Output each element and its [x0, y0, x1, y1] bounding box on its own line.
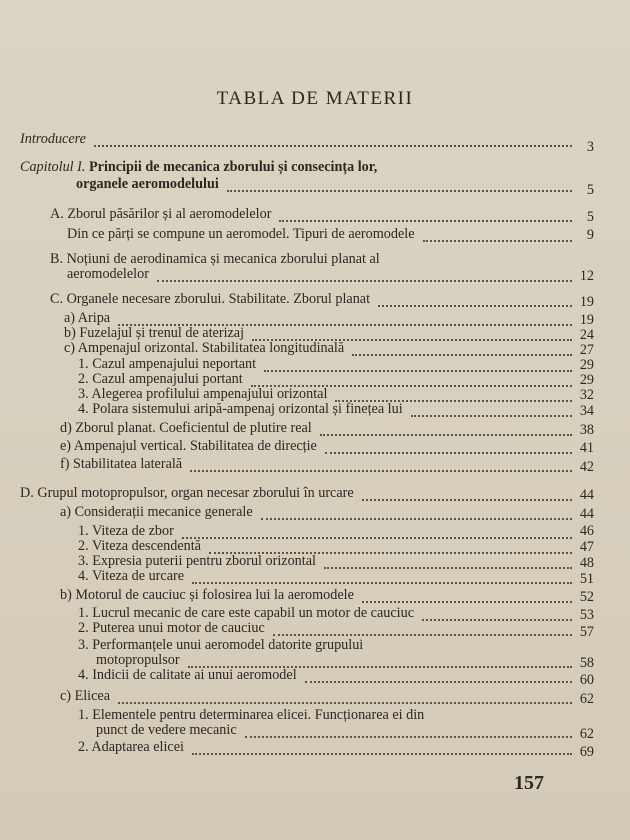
toc-entry — [96, 653, 180, 668]
toc-page-number: 47 — [579, 539, 594, 555]
toc-entry — [78, 708, 424, 723]
toc-entry-title: Puterea unui motor de cauciuc — [92, 620, 265, 636]
toc-page-number: 27 — [579, 342, 594, 358]
toc-entry-prefix: f) — [60, 456, 70, 472]
toc-entry-prefix: a) — [64, 310, 76, 326]
toc-leader-dots — [305, 679, 572, 683]
toc-leader-dots — [182, 535, 572, 539]
toc-entry — [78, 740, 184, 755]
toc-entry-prefix: 2. — [78, 739, 89, 755]
toc-entry — [67, 267, 149, 282]
toc-entry-title: Aripa — [77, 310, 111, 326]
toc-entry-title: Viteza de urcare — [91, 568, 185, 584]
toc-entry-title: Zborul păsărilor și al aeromodelelor — [67, 206, 272, 222]
toc-entry-title: Cazul ampenajului portant — [92, 371, 243, 387]
toc-entry-prefix: Capitolul I. — [20, 159, 86, 175]
toc-entry — [20, 132, 86, 147]
toc-entry — [78, 402, 403, 417]
toc-entry — [78, 554, 316, 569]
toc-entry — [78, 387, 327, 402]
toc-entry-prefix: A. — [50, 206, 64, 222]
toc-entry-title: Elementele pentru determinarea elicei. Funcționarea ei din — [92, 707, 425, 723]
toc-entry-title: Elicea — [74, 688, 111, 704]
toc-entry — [60, 421, 312, 436]
toc-page-number: 32 — [579, 387, 594, 403]
toc-entry — [50, 292, 370, 307]
toc-entry — [60, 689, 110, 704]
toc-entry-prefix: 3. — [78, 386, 89, 402]
toc-entry-prefix: C. — [50, 291, 64, 307]
toc-leader-dots — [261, 516, 572, 520]
toc-page-number: 44 — [579, 487, 594, 503]
toc-page-number: 41 — [579, 440, 594, 456]
toc-page-number: 46 — [579, 523, 594, 539]
toc-entry — [78, 539, 201, 554]
toc-entry-title: punct de vedere mecanic — [96, 722, 237, 738]
toc-page-number: 52 — [579, 589, 594, 605]
toc-entry-prefix: c) — [64, 340, 76, 356]
toc-leader-dots — [352, 352, 572, 356]
toc-entry-title: Expresia puterii pentru zborul orizontal — [92, 553, 316, 569]
toc-leader-dots — [190, 468, 572, 472]
toc-page-number: 48 — [579, 555, 594, 571]
toc-entry-prefix: c) — [60, 688, 72, 704]
toc-entry-title: Viteza de zbor — [91, 523, 174, 539]
toc-leader-dots — [279, 218, 572, 222]
toc-page-number: 44 — [579, 506, 594, 522]
toc-leader-dots — [94, 143, 572, 147]
toc-page-number: 60 — [579, 672, 594, 688]
toc-entry-title: Principii de mecanica zborului și consecința lor, — [88, 159, 378, 175]
toc-leader-dots — [411, 413, 572, 417]
toc-page-number: 62 — [579, 691, 594, 707]
toc-entry-prefix: 1. — [78, 707, 89, 723]
toc-entry — [20, 160, 377, 175]
toc-leader-dots — [325, 450, 572, 454]
toc-leader-dots — [264, 368, 572, 372]
toc-entry — [76, 177, 219, 192]
toc-entry — [64, 326, 244, 341]
toc-page-number: 19 — [579, 294, 594, 310]
toc-entry — [96, 723, 237, 738]
toc-leader-dots — [362, 599, 572, 603]
toc-entry-title: Ampenajul orizontal. Stabilitatea longitudinală — [77, 340, 345, 356]
toc-entry-prefix: 2. — [78, 620, 89, 636]
toc-entry-title: Noțiuni de aerodinamica și mecanica zborului planat al — [66, 251, 380, 267]
toc-entry-prefix: 2. — [78, 538, 89, 554]
toc-leader-dots — [157, 278, 572, 282]
toc-entry-title: Fuzelajul și trenul de aterizaj — [79, 325, 245, 341]
toc-page-number: 29 — [579, 357, 594, 373]
toc-entry-title: Din ce părți se compune un aeromodel. Tipuri de aeromodele — [67, 226, 415, 242]
toc-page-number: 5 — [586, 182, 594, 198]
toc-entry-prefix: 2. — [78, 371, 89, 387]
toc-entry — [50, 207, 271, 222]
toc-leader-dots — [192, 751, 572, 755]
toc-entry-title: Considerații mecanice generale — [74, 504, 253, 520]
toc-page-number: 62 — [579, 726, 594, 742]
toc-page-number: 51 — [579, 571, 594, 587]
toc-page-number: 53 — [579, 607, 594, 623]
toc-entry — [64, 311, 110, 326]
toc-entry — [60, 439, 317, 454]
toc-leader-dots — [423, 238, 572, 242]
toc-leader-dots — [245, 734, 572, 738]
toc-page-number: 34 — [579, 403, 594, 419]
toc-entry-title: Polara sistemului aripă-ampenaj orizontal și finețea lui — [92, 401, 403, 417]
toc-entry-title: Adaptarea elicei — [91, 739, 184, 755]
toc-entry-prefix: a) — [60, 504, 72, 520]
toc-entry-prefix: b) — [60, 587, 72, 603]
toc-leader-dots — [192, 580, 572, 584]
toc-entry-prefix: Introducere — [20, 131, 86, 147]
toc-leader-dots — [320, 432, 572, 436]
toc-entry-title: motopropulsor — [96, 652, 180, 668]
toc-entry — [78, 569, 184, 584]
toc-leader-dots — [362, 497, 572, 501]
toc-entry — [60, 588, 354, 603]
toc-entry-title: Motorul de cauciuc și folosirea lui la aeromodele — [75, 587, 354, 603]
toc-page-number: 69 — [579, 744, 594, 760]
toc-entry — [60, 457, 182, 472]
toc-entry — [50, 252, 380, 267]
toc-entry-title: organele aeromodelului — [76, 176, 219, 192]
toc-entry-title: Viteza descendentă — [91, 538, 201, 554]
toc-leader-dots — [227, 188, 572, 192]
toc-entry-title: Indicii de calitate ai unui aeromodel — [92, 667, 297, 683]
toc-entry-title: Lucrul mecanic de care este capabil un motor de cauciuc — [92, 605, 414, 621]
toc-entry-prefix: 3. — [78, 553, 89, 569]
toc-entry-title: Zborul planat. Coeficientul de plutire real — [75, 420, 312, 436]
toc-leader-dots — [324, 565, 572, 569]
toc-entry-title: Alegerea profilului ampenajului orizontal — [91, 386, 328, 402]
page-folio-number: 157 — [514, 772, 544, 794]
toc-leader-dots — [118, 700, 572, 704]
toc-entry-title: Stabilitatea laterală — [73, 456, 183, 472]
toc-page-number: 58 — [579, 655, 594, 671]
toc-page-number: 29 — [579, 372, 594, 388]
toc-page-number: 12 — [579, 268, 594, 284]
toc-entry — [78, 621, 265, 636]
toc-entry-prefix: e) — [60, 438, 72, 454]
toc-leader-dots — [422, 617, 572, 621]
toc-entry-prefix: 1. — [78, 356, 89, 372]
toc-entry — [60, 505, 253, 520]
toc-page-number: 24 — [579, 327, 594, 343]
toc-entry — [78, 606, 414, 621]
toc-entry-prefix: d) — [60, 420, 72, 436]
toc-entry-prefix: 4. — [78, 401, 89, 417]
toc-entry-prefix: 1. — [78, 605, 89, 621]
toc-entry-prefix: 1. — [78, 523, 89, 539]
toc-page-number: 19 — [579, 312, 594, 328]
toc-entry — [78, 668, 297, 683]
toc-entry — [78, 638, 363, 653]
toc-entry-prefix: b) — [64, 325, 76, 341]
toc-entry-title: Organele necesare zborului. Stabilitate. Zborul planat — [66, 291, 371, 307]
toc-entry-title: Performanțele unui aeromodel datorite grupului — [92, 637, 364, 653]
toc-entry-title: Grupul motopropulsor, organ necesar zborului în urcare — [37, 485, 354, 501]
toc-entry — [78, 524, 174, 539]
toc-leader-dots — [378, 303, 572, 307]
toc-entry-prefix: 4. — [78, 667, 89, 683]
toc-entry-title: Ampenajul vertical. Stabilitatea de direcție — [73, 438, 317, 454]
toc-entry-title: Cazul ampenajului neportant — [92, 356, 257, 372]
toc-entry — [67, 227, 415, 242]
toc-leader-dots — [273, 632, 572, 636]
toc-entry — [78, 357, 256, 372]
toc-entry — [78, 372, 243, 387]
toc-entry-prefix: 4. — [78, 568, 89, 584]
toc-page-number: 9 — [586, 227, 594, 243]
toc-page-number: 5 — [586, 209, 594, 225]
toc-entry — [20, 486, 354, 501]
toc-entry-prefix: D. — [20, 485, 34, 501]
toc-page-number: 57 — [579, 624, 594, 640]
toc-entry — [64, 341, 344, 356]
toc-entry-prefix: B. — [50, 251, 64, 267]
toc-page-number: 42 — [579, 459, 594, 475]
toc-page-number: 38 — [579, 422, 594, 438]
toc-entry-prefix: 3. — [78, 637, 89, 653]
toc-entry-title: aeromodelelor — [67, 266, 149, 282]
page-title: TABLA DE MATERII — [216, 88, 414, 109]
toc-page-number: 3 — [586, 139, 594, 155]
